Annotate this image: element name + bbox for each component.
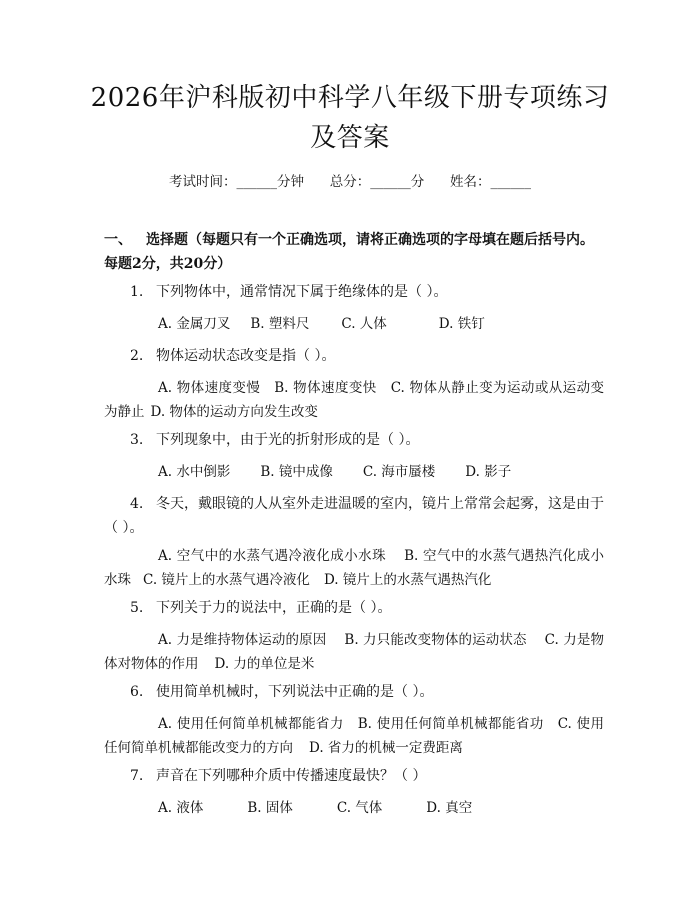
question-text: 下列关于力的说法中，正确的是（ ）。 <box>156 600 392 616</box>
question-text: 物体运动状态改变是指（ ）。 <box>156 348 336 364</box>
option-d: D. 镜片上的水蒸气遇热汽化 <box>323 572 492 588</box>
question-4-options <box>104 544 604 592</box>
question-2-options <box>104 376 604 424</box>
option-d: D. 影子 <box>465 464 512 480</box>
option-c: C. 气体 <box>336 800 383 816</box>
option-b: B. 力只能改变物体的运动状态 <box>344 632 527 648</box>
exam-info-line: 考试时间：______分钟 总分：______分 姓名：______ <box>169 174 531 190</box>
option-d: D. 真空 <box>426 800 473 816</box>
option-d: D. 铁钉 <box>438 316 485 332</box>
option-c: C. 人体 <box>341 316 387 332</box>
option-b: B. 镜中成像 <box>260 464 333 480</box>
question-6-stem <box>104 680 604 704</box>
title-line-1: 2026年沪科版初中科学八年级下册专项练习 <box>90 83 610 113</box>
option-a: A. 金属刀叉 <box>158 316 231 332</box>
question-text: 声音在下列哪种介质中传播速度最快？（ ） <box>156 768 427 784</box>
option-b: B. 使用任何简单机械都能省功 <box>357 716 544 732</box>
question-number: 5. <box>130 600 144 616</box>
option-c: C. 使用任何简单机械都能改变力的方向 <box>104 716 604 756</box>
option-d: D. 省力的机械一定费距离 <box>309 740 463 756</box>
option-b: B. 固体 <box>247 800 293 816</box>
question-3-stem <box>104 428 604 452</box>
question-5-options <box>104 628 604 676</box>
question-text: 下列现象中，由于光的折射形成的是（ ）。 <box>156 432 420 448</box>
question-number: 4. <box>130 496 144 512</box>
question-7-stem <box>104 764 604 788</box>
question-1-options <box>104 312 604 336</box>
question-2-stem <box>104 344 604 368</box>
question-number: 3. <box>130 432 144 448</box>
option-b: B. 塑料尺 <box>250 316 310 332</box>
question-5-stem <box>104 596 604 620</box>
option-d: D. 物体的运动方向发生改变 <box>150 404 318 420</box>
section-heading <box>104 228 604 276</box>
question-number: 1. <box>130 284 144 300</box>
option-b: B. 空气中的水蒸气遇热汽化成小水珠 <box>104 548 604 588</box>
question-1-stem <box>104 280 604 304</box>
section-instructions: 选择题（每题只有一个正确选项，请将正确选项的字母填在题后括号内。每题2分，共20分） <box>104 232 594 272</box>
title-line-2: 及答案 <box>310 123 390 153</box>
option-c: C. 力是物体对物体的作用 <box>104 632 604 672</box>
option-c: C. 物体从静止变为运动或从运动变为静止 <box>104 380 604 420</box>
question-text: 下列物体中，通常情况下属于绝缘体的是（ ）。 <box>156 284 448 300</box>
option-a: A. 水中倒影 <box>158 464 231 480</box>
question-3-options <box>104 460 604 484</box>
option-a: A. 空气中的水蒸气遇冷液化成小水珠 <box>158 548 387 564</box>
question-text: 冬天，戴眼镜的人从室外走进温暖的室内，镜片上常常会起雾，这是由于（ ）。 <box>104 496 604 536</box>
section-number: 一、 <box>104 232 132 248</box>
option-c: C. 海市蜃楼 <box>362 464 436 480</box>
question-6-options <box>104 712 604 760</box>
option-c: C. 镜片上的水蒸气遇冷液化 <box>143 572 310 588</box>
question-number: 7. <box>130 768 144 784</box>
option-a: A. 液体 <box>158 800 204 816</box>
option-a: A. 使用任何简单机械都能省力 <box>158 716 344 732</box>
question-number: 6. <box>130 684 144 700</box>
option-b: B. 物体速度变快 <box>274 380 377 396</box>
option-a: A. 物体速度变慢 <box>158 380 261 396</box>
option-d: D. 力的单位是米 <box>214 656 315 672</box>
question-4-stem <box>104 492 604 540</box>
page-title <box>60 78 640 158</box>
question-7-options <box>104 796 604 820</box>
option-a: A. 力是维持物体运动的原因 <box>158 632 327 648</box>
question-text: 使用简单机械时，下列说法中正确的是（ ）。 <box>156 684 434 700</box>
question-number: 2. <box>130 348 144 364</box>
